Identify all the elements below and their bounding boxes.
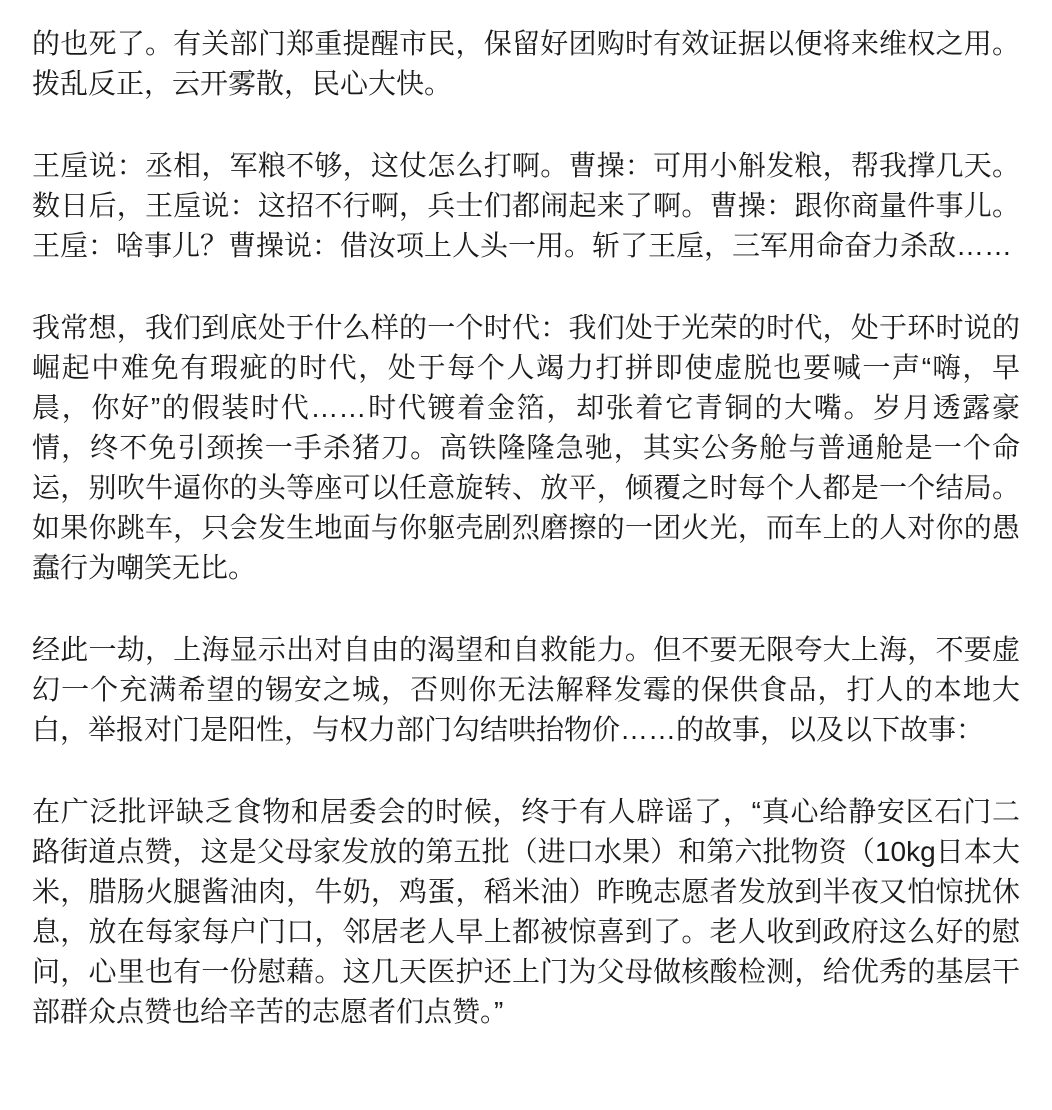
article-body	[32, 24, 1020, 1032]
paragraph-2: 王垕说：丞相，军粮不够，这仗怎么打啊。曹操：可用小斛发粮，帮我撑几天。数日后，王垕说：这招不行啊，兵士们都闹起来了啊。曹操：跟你商量件事儿。王垕：啥事儿？曹操说：借汝项上人头一用。斩了王垕，三军用命奋力杀敌……	[32, 150, 1020, 261]
paragraph-5: 在广泛批评缺乏食物和居委会的时候，终于有人辟谣了，“真心给静安区石门二路街道点赞，这是父母家发放的第五批（进口水果）和第六批物资（10kg日本大米，腊肠火腿酱油肉，牛奶，鸡蛋，稻米油）昨晚志愿者发放到半夜又怕惊扰休息，放在每家每户门口，邻居老人早上都被惊喜到了。老人收到政府这么好的慰问，心里也有一份慰藉。这几天医护还上门为父母做核酸检测，给优秀的基层干部群众点赞也给辛苦的志愿者们点赞。”	[32, 796, 1020, 1027]
paragraph-1: 的也死了。有关部门郑重提醒市民，保留好团购时有效证据以便将来维权之用。拨乱反正，云开雾散，民心大快。	[32, 28, 1020, 99]
paragraph-4: 经此一劫，上海显示出对自由的渴望和自救能力。但不要无限夸大上海，不要虚幻一个充满希望的锡安之城，否则你无法解释发霉的保供食品，打人的本地大白，举报对门是阳性，与权力部门勾结哄抬物价……的故事，以及以下故事：	[32, 634, 1020, 745]
paragraph-3: 我常想，我们到底处于什么样的一个时代：我们处于光荣的时代，处于环时说的崛起中难免有瑕疵的时代，处于每个人竭力打拼即使虚脱也要喊一声“嗨，早晨，你好”的假装时代……时代镀着金箔，却张着它青铜的大嘴。岁月透露豪情，终不免引颈挨一手杀猪刀。高铁隆隆急驰，其实公务舱与普通舱是一个命运，别吹牛逼你的头等座可以任意旋转、放平，倾覆之时每个人都是一个结局。如果你跳车，只会发生地面与你躯壳剧烈磨擦的一团火光，而车上的人对你的愚蠢行为嘲笑无比。	[32, 312, 1020, 583]
